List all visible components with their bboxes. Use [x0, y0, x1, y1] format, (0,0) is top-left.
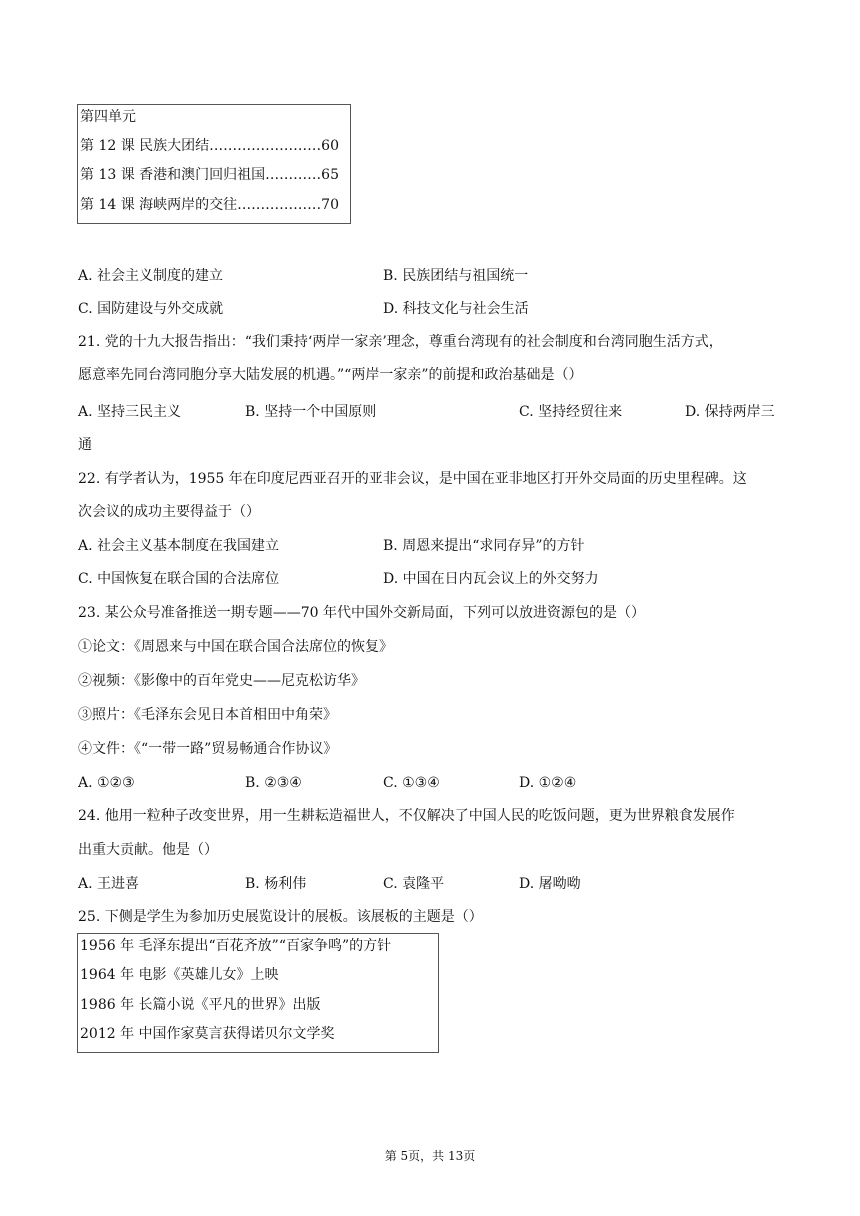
- toc-line: 第 14 课 海峡两岸的交往………………70: [80, 197, 339, 213]
- question-stem: 愿意率先同台湾同胞分享大陆发展的机遇。”“两岸一家亲”的前提和政治基础是（）: [78, 367, 583, 383]
- question-stem: 22. 有学者认为，1955 年在印度尼西亚召开的亚非会议，是中国在亚非地区打开外交局面的历史里程碑。这: [78, 471, 747, 487]
- resource-item: ④文件：《“一带一路”贸易畅通合作协议》: [78, 741, 338, 757]
- option-a: A. ①②③: [78, 775, 135, 791]
- exhibit-line: 2012 年 中国作家莫言获得诺贝尔文学奖: [80, 1026, 335, 1042]
- resource-item: ③照片：《毛泽东会见日本首相田中角荣》: [78, 707, 337, 723]
- exhibit-line: 1956 年 毛泽东提出“百花齐放”“百家争鸣”的方针: [80, 938, 392, 954]
- question-stem: 次会议的成功主要得益于（）: [78, 504, 260, 520]
- page-footer: 第 5页，共 13页: [384, 1149, 476, 1163]
- toc-box: [77, 104, 351, 224]
- option-c: C. 袁隆平: [383, 876, 445, 892]
- option-c: C. 中国恢复在联合国的合法席位: [78, 571, 280, 587]
- option-a: A. 坚持三民主义: [78, 404, 182, 420]
- question-stem: 21. 党的十九大报告指出：“我们秉持‘两岸一家亲’理念，尊重台湾现有的社会制度和台湾同胞生活方式，: [78, 334, 723, 350]
- exhibit-board-box: [77, 933, 439, 1053]
- option-a: A. 社会主义基本制度在我国建立: [78, 538, 280, 554]
- option-d: D. 屠呦呦: [519, 876, 581, 892]
- question-stem: 25. 下侧是学生为参加历史展览设计的展板。该展板的主题是（）: [78, 909, 483, 925]
- option-c: C. 坚持经贸往来: [519, 404, 623, 420]
- option-d: D. ①②④: [519, 775, 577, 791]
- toc-line: 第 13 课 香港和澳门回归祖国…………65: [80, 167, 339, 183]
- option-b: B. 周恩来提出“求同存异”的方针: [383, 538, 585, 554]
- exhibit-line: 1964 年 电影《英雄儿女》上映: [80, 967, 279, 983]
- toc-line: 第 12 课 民族大团结……………………60: [80, 138, 339, 154]
- option-a: A. 王进喜: [78, 876, 140, 892]
- option-b: B. 坚持一个中国原则: [245, 404, 377, 420]
- question-stem: 23. 某公众号准备推送一期专题——70 年代中国外交新局面，下列可以放进资源包的是（）: [78, 605, 645, 621]
- question-stem: 出重大贡献。他是（）: [78, 842, 218, 858]
- toc-line: 第四单元: [80, 109, 136, 125]
- question-stem: 24. 他用一粒种子改变世界，用一生耕耘造福世人，不仅解决了中国人民的吃饭问题，更为世界粮食发展作: [78, 808, 735, 824]
- option-b: B. ②③④: [245, 775, 302, 791]
- option-b: B. 民族团结与祖国统一: [383, 268, 529, 284]
- resource-item: ①论文：《周恩来与中国在联合国合法席位的恢复》: [78, 639, 393, 655]
- option-a: A. 社会主义制度的建立: [78, 268, 224, 284]
- resource-item: ②视频：《影像中的百年党史——尼克松访华》: [78, 673, 365, 689]
- option-d: D. 中国在日内瓦会议上的外交努力: [383, 571, 599, 587]
- option-wrap: 通: [78, 437, 92, 453]
- option-c: C. 国防建设与外交成就: [78, 301, 224, 317]
- option-b: B. 杨利伟: [245, 876, 307, 892]
- option-d: D. 保持两岸三: [685, 404, 775, 420]
- option-d: D. 科技文化与社会生活: [383, 301, 529, 317]
- exhibit-line: 1986 年 长篇小说《平凡的世界》出版: [80, 997, 321, 1013]
- option-c: C. ①③④: [383, 775, 440, 791]
